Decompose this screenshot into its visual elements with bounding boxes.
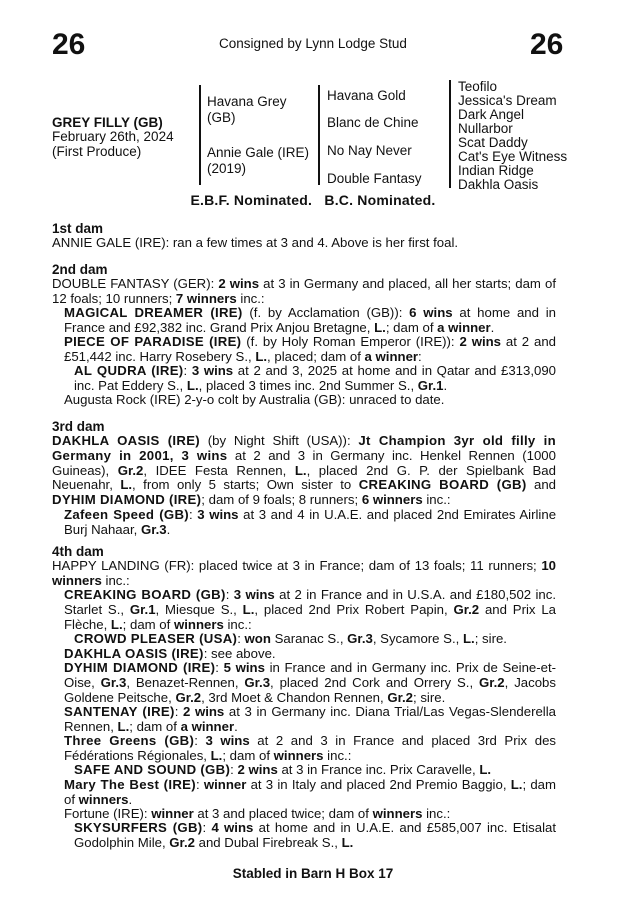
ggs-2: Jessica's Dream	[458, 93, 557, 108]
sire-sire: Havana Gold	[327, 88, 406, 103]
ggs-7: Indian Ridge	[458, 163, 534, 178]
produce-entry: SANTENAY (IRE): 2 wins at 3 in Germany inc. Diana Trial/Las Vegas-Slenderella Rennen, L.; dam of a winner.	[64, 704, 556, 734]
produce-entry: Three Greens (GB): 3 wins at 2 and 3 in France and placed 3rd Prix des Fédérations Régionales, L.; dam of winners inc.:	[64, 733, 556, 763]
lot-number-left: 26	[52, 28, 86, 61]
ggs-8: Dakhla Oasis	[458, 177, 539, 192]
produce-entry: SKYSURFERS (GB): 4 wins at home and in U.A.E. and £585,007 inc. Etisalat Godolphin Mile, Gr.2 and Dubal Firebreak S., L.	[74, 820, 557, 850]
pedigree-divider	[449, 80, 451, 188]
produce-entry: DYHIM DIAMOND (IRE): 5 wins in France and in Germany inc. Prix de Seine-et-Oise, Gr.3, Benazet-Rennen, Gr.3, placed 2nd Cork and Orrery S., Gr.2, Jacobs Goldene Peitsche, Gr.2, 3rd Moet & Chandon Rennen, Gr.2; sire.	[64, 660, 557, 705]
produce-entry: AL QUDRA (IRE): 3 wins at 2 and 3, 2025 at home and in Qatar and £313,090 inc. Pat Eddery S., L., placed 3 times inc. 2nd Summer S., Gr.1.	[74, 363, 556, 393]
consignor: Consigned by Lynn Lodge Stud	[219, 36, 407, 51]
produce-entry: CROWD PLEASER (USA): won Saranac S., Gr.3, Sycamore S., L.; sire.	[74, 631, 507, 646]
lot-number-right: 26	[530, 28, 564, 61]
ggs-6: Cat's Eye Witness	[458, 149, 568, 164]
section-heading-2nd-dam: 2nd dam	[52, 262, 108, 277]
pedigree-divider	[199, 85, 201, 185]
dam: Annie Gale (IRE) (2019)	[207, 145, 310, 176]
third-dam-text: DAKHLA OASIS (IRE) (by Night Shift (USA)): Jt Champion 3yr old filly in Germany in 2001, 3 wins at 2 and 3 in Germany inc. Henkel Rennen (1000 Guineas), Gr.2, IDEE Festa Rennen, L., placed 2nd G. P. der Spielbank Bad Neuenahr, L., from only 5 starts; Own sister to CREAKING BOARD (GB) and DYHIM DIAMOND (IRE); dam of 9 foals; 8 runners; 6 winners inc.:	[52, 433, 556, 508]
produce-entry: DAKHLA OASIS (IRE): see above.	[64, 646, 276, 661]
produce-entry: CREAKING BOARD (GB): 3 wins at 2 in France and in U.S.A. and £180,502 inc. Starlet S., Gr.1, Miesque S., L., placed 2nd Prix Robert Papin, Gr.2 and Prix La Flèche, L.; dam of winners inc.:	[64, 587, 557, 632]
ggs-1: Teofilo	[458, 79, 498, 94]
pedigree-divider	[318, 85, 320, 185]
section-heading-4th-dam: 4th dam	[52, 544, 104, 559]
produce-entry: SAFE AND SOUND (GB): 2 wins at 3 in France inc. Prix Caravelle, L.	[74, 762, 492, 777]
first-dam-text: ANNIE GALE (IRE): ran a few times at 3 and 4. Above is her first foal.	[52, 235, 459, 250]
produce-entry: Fortune (IRE): winner at 3 and placed twice; dam of winners inc.:	[64, 806, 451, 821]
produce-entry: MAGICAL DREAMER (IRE) (f. by Acclamation (GB)): 6 wins at home and in France and £92,382 inc. Grand Prix Anjou Bretagne, L.; dam of a winner.	[64, 305, 556, 335]
dam-sire: No Nay Never	[327, 143, 412, 158]
dam-dam: Double Fantasy	[327, 171, 422, 186]
produce-entry: Augusta Rock (IRE) 2-y-o colt by Australia (GB): unraced to date.	[64, 392, 445, 407]
ggs-3: Dark Angel	[458, 107, 525, 122]
fourth-dam-text: HAPPY LANDING (FR): placed twice at 3 in France; dam of 13 foals; 11 runners; 10 winners inc.:	[52, 558, 556, 588]
horse-dob: February 26th, 2024	[52, 129, 174, 144]
section-heading-3rd-dam: 3rd dam	[52, 419, 105, 434]
produce-entry: Mary The Best (IRE): winner at 3 in Italy and placed 2nd Premio Baggio, L.; dam of winners.	[64, 777, 556, 807]
ggs-4: Nullarbor	[458, 121, 513, 136]
stabling-info: Stabled in Barn H Box 17	[232, 866, 394, 881]
horse-name: GREY FILLY (GB)	[52, 115, 163, 130]
section-heading-1st-dam: 1st dam	[52, 221, 104, 236]
sire: Havana Grey (GB)	[207, 94, 287, 125]
produce-entry: Zafeen Speed (GB): 3 wins at 3 and 4 in U.A.E. and placed 2nd Emirates Airline Burj Nahaar, Gr.3.	[64, 507, 557, 537]
produce-entry: PIECE OF PARADISE (IRE) (f. by Holy Roman Emperor (IRE)): 2 wins at 2 and £51,442 inc. Harry Rosebery S., L., placed; dam of a winner:	[64, 334, 556, 364]
second-dam-text: DOUBLE FANTASY (GER): 2 wins at 3 in Germany and placed, all her starts; dam of 12 foals; 10 runners; 7 winners inc.:	[52, 276, 556, 306]
nominations: E.B.F. Nominated. B.C. Nominated.	[190, 192, 436, 208]
ggs-5: Scat Daddy	[458, 135, 528, 150]
horse-produce: (First Produce)	[52, 144, 142, 159]
sire-dam: Blanc de Chine	[327, 115, 419, 130]
